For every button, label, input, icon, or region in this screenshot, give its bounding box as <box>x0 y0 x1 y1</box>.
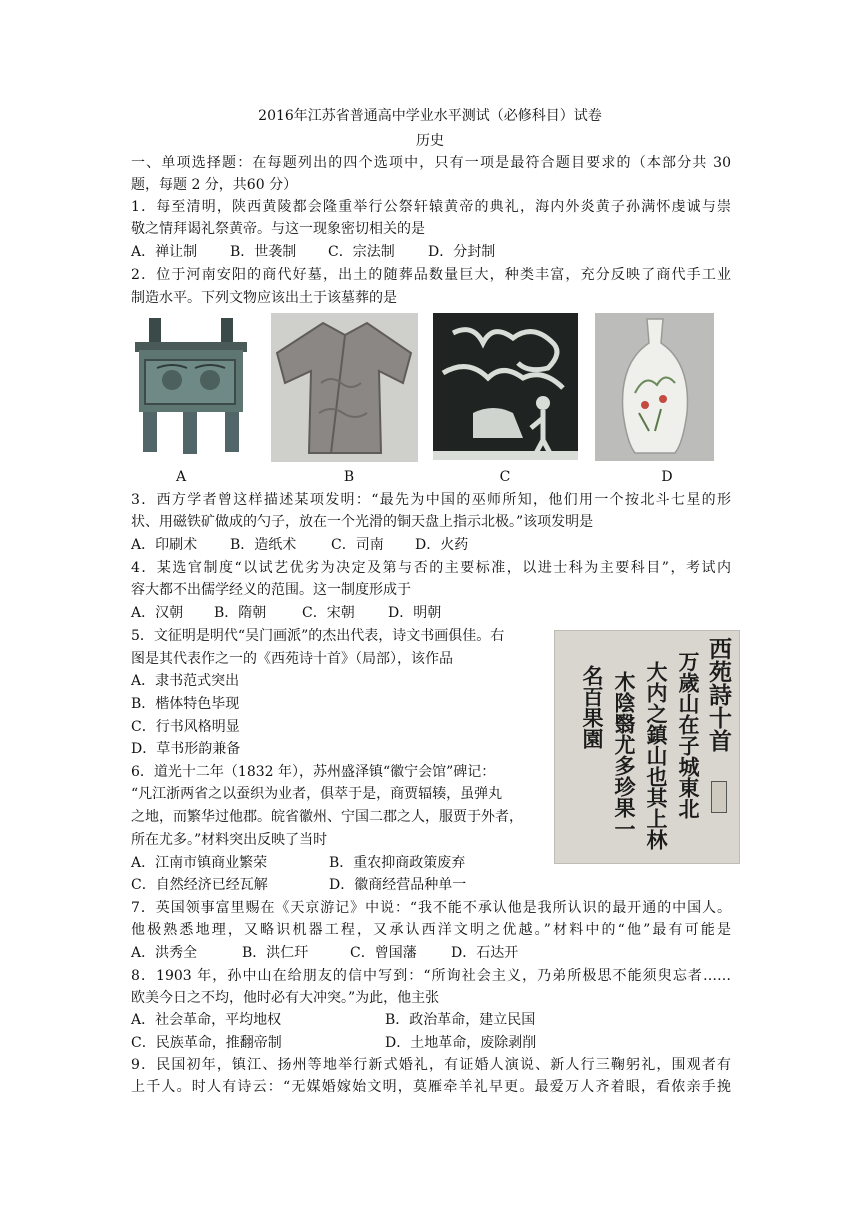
image-b-caption: B <box>343 469 355 485</box>
q7-option-b: B．洪仁玕 <box>242 945 309 961</box>
q6-option-d: D．徽商经营品种单一 <box>329 877 467 893</box>
q1-stem: 1．每至清明，陕西黄陵都会隆重举行公祭轩辕黄帝的典礼，海内外炎黄子孙满怀虔诚与崇 <box>131 199 731 215</box>
calligraphy-col-5: 名百果園 <box>580 665 605 749</box>
q6-option-b: B．重农抑商政策废弃 <box>329 855 466 871</box>
image-d-caption: D <box>661 469 673 485</box>
calligraphy-col-3: 大内之鎮山也其上林 <box>644 661 669 850</box>
q8-option-c: C．民族革命，推翻帝制 <box>131 1035 282 1051</box>
calligraphy-col-2: 万歲山在子城東北 <box>676 651 701 819</box>
q5-stem: 5．文征明是明代“吴门画派”的杰出代表，诗文书画俱佳。右 <box>131 628 505 644</box>
q6-option-c: C．自然经济已经瓦解 <box>131 877 268 893</box>
stone-relief-image <box>433 313 578 460</box>
q7-stem-cont: 他极熟悉地理，又略识机器工程，又承认西洋文明之优越。”材料中的“他”最有可能是 <box>131 922 731 938</box>
q7-stem: 7．英国领事富里赐在《天京游记》中说：“我不能不承认他是我所认识的最开通的中国人。 <box>131 900 731 916</box>
image-a-caption: A <box>175 469 187 485</box>
q9-stem: 9．民国初年，镇江、扬州等地举行新式婚礼，有证婚人演说、新人行三鞠躬礼，围观者有 <box>131 1057 731 1073</box>
q9-stem-cont: 上千人。时人有诗云：“无媒婚嫁始文明，莫雁牵羊礼早更。最爱万人齐着眼，看侬亲手挽 <box>131 1079 731 1095</box>
q7-option-a: A．洪秀全 <box>131 945 198 961</box>
q4-option-a: A．汉朝 <box>131 605 184 621</box>
q6-option-a: A．江南市镇商业繁荣 <box>131 855 268 871</box>
q3-option-a: A．印刷术 <box>131 537 198 553</box>
q3-stem: 3．西方学者曾这样描述某项发明：“最先为中国的巫师所知，他们用一个按北斗七星的形 <box>131 492 731 508</box>
calligraphy-image <box>554 630 740 864</box>
q4-option-b: B．隋朝 <box>214 605 267 621</box>
q6-stem-3: 之地，而繁华过他郡。皖省徽州、宁国二郡之人，服贾于外者， <box>131 809 523 825</box>
bronze-ding-image <box>127 316 254 459</box>
q5-option-b: B．楷体特色毕现 <box>131 696 240 712</box>
exam-title: 2016年江苏省普通高中学业水平测试（必修科目）试卷 <box>258 108 602 124</box>
q8-option-d: D．土地革命，废除剥削 <box>385 1035 537 1051</box>
image-c-caption: C <box>499 469 511 485</box>
porcelain-vase-image <box>595 313 714 461</box>
q7-option-c: C．曾国藩 <box>350 945 417 961</box>
q4-option-c: C．宋朝 <box>302 605 355 621</box>
q8-option-a: A．社会革命，平均地权 <box>131 1012 282 1028</box>
q3-option-b: B．造纸术 <box>230 537 297 553</box>
q8-stem: 8．1903 年，孙中山在给朋友的信中写到：“所询社会主义，乃弟所极思不能须臾忘者…… <box>131 968 731 984</box>
q3-stem-cont: 状、用磁铁矿做成的勺子，放在一个光滑的铜天盘上指示北极。”该项发明是 <box>131 514 594 530</box>
q4-stem: 4．某选官制度“以试艺优劣为决定及第与否的主要标准，以进士科为主要科目”，考试内 <box>131 560 731 576</box>
q2-stem-cont: 制造水平。下列文物应该出土于该墓葬的是 <box>131 290 397 306</box>
subject-title: 历史 <box>416 133 444 149</box>
seal-stamp <box>711 781 727 813</box>
calligraphy-col-1: 西苑詩十首 <box>705 637 732 752</box>
q2-stem: 2．位于河南安阳的商代好墓，出土的随葬品数量巨大，种类丰富，充分反映了商代手工业 <box>131 267 731 283</box>
q1-option-a: A．禅让制 <box>131 244 198 260</box>
q5-option-a: A．隶书范式突出 <box>131 673 240 689</box>
q8-option-b: B．政治革命，建立民国 <box>385 1012 536 1028</box>
q3-option-c: C．司南 <box>331 537 384 553</box>
section-heading-cont: 题，每题 2 分，共60 分） <box>131 177 298 193</box>
q6-stem-4: 所在尤多。”材料突出反映了当时 <box>131 832 328 848</box>
q4-stem-cont: 容大都不出儒学经义的范围。这一制度形成于 <box>131 582 411 598</box>
section-heading: 一、单项选择题：在每题列出的四个选项中，只有一项是最符合题目要求的（本部分共 30 <box>131 155 731 171</box>
q1-option-b: B．世袭制 <box>230 244 297 260</box>
q1-stem-cont: 敬之情拜谒礼祭黄帝。与这一现象密切相关的是 <box>131 221 425 237</box>
q6-stem: 6．道光十二年（1832 年），苏州盛泽镇“徽宁会馆”碑记： <box>131 764 496 780</box>
q5-option-c: C．行书风格明显 <box>131 719 240 735</box>
silk-robe-image <box>271 313 418 462</box>
q5-stem-cont: 图是其代表作之一的《西苑诗十首》（局部），该作品 <box>131 651 453 667</box>
q3-option-d: D．火药 <box>415 537 469 553</box>
q5-option-d: D．草书形韵兼备 <box>131 741 241 757</box>
q7-option-d: D．石达开 <box>451 945 519 961</box>
q8-stem-cont: 欧美今日之不均，他时必有大冲突。”为此，他主张 <box>131 990 440 1006</box>
q4-option-d: D．明朝 <box>388 605 442 621</box>
q1-option-d: D．分封制 <box>428 244 496 260</box>
q1-option-c: C．宗法制 <box>328 244 395 260</box>
calligraphy-col-4: 木陰翳尤多珍果一 <box>612 671 637 839</box>
q6-stem-2: “凡江浙两省之以蚕织为业者，俱萃于是，商贾辐辏，虽弹丸 <box>131 786 503 802</box>
